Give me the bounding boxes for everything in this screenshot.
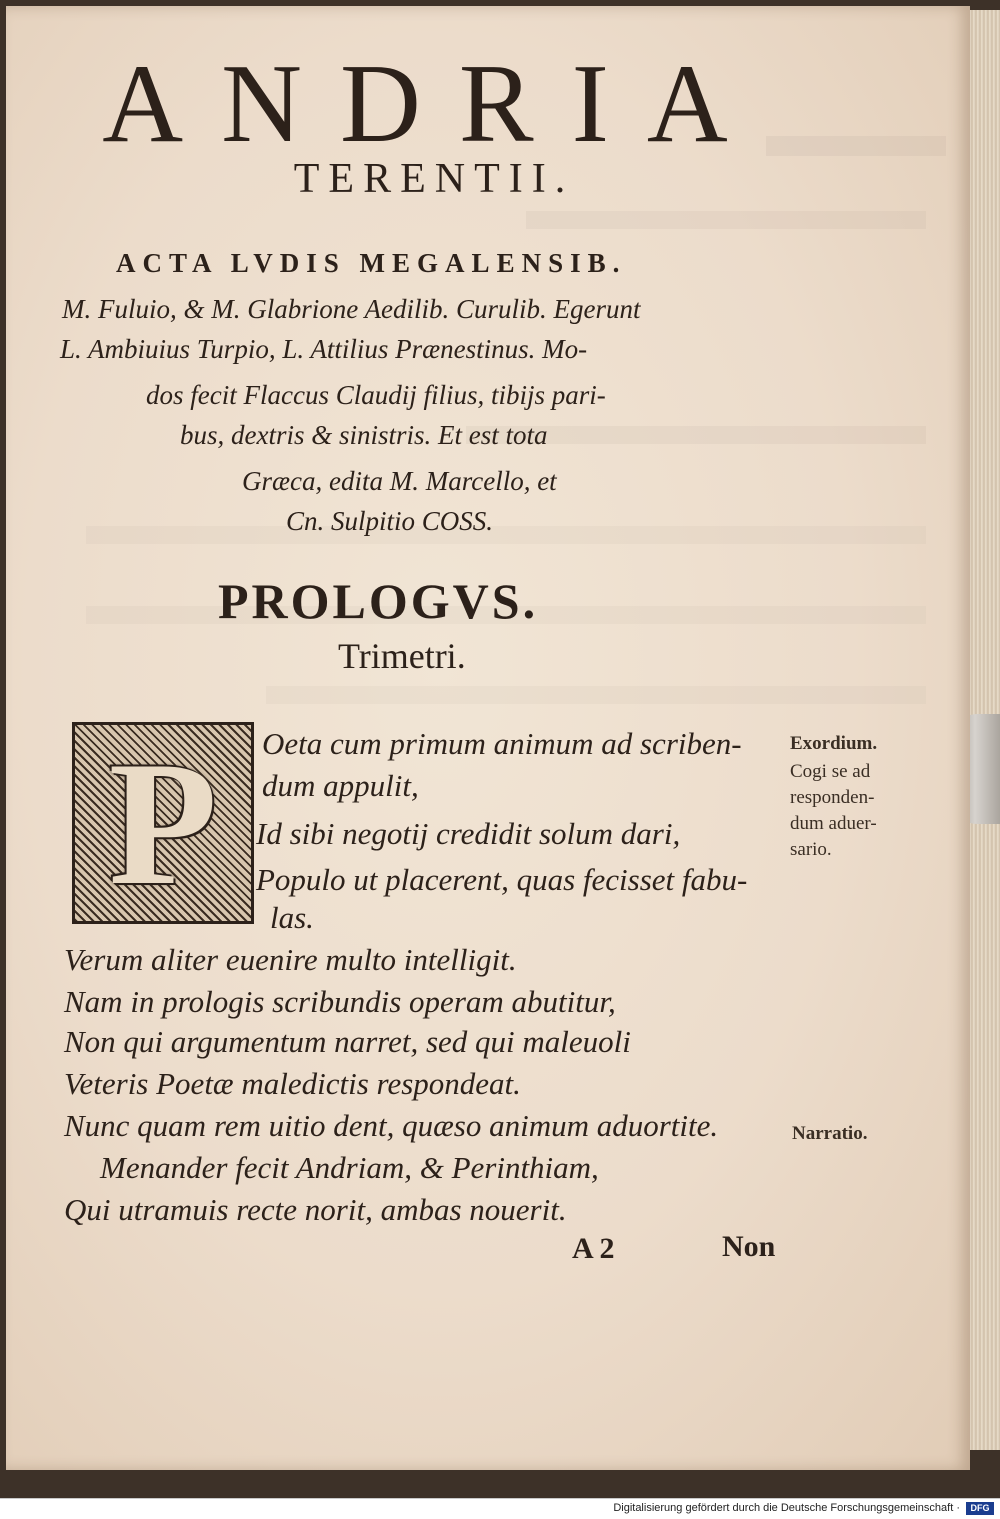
didascalia-line: bus, dextris & sinistris. Et est tota [180,420,548,450]
margin-note-line: Cogi se ad [790,761,871,782]
verse-line: Populo ut placerent, quas fecisset fabu- [256,862,748,897]
verse-line: Nunc quam rem uitio dent, quæso animum aduortite. [64,1108,719,1143]
credit-bar [0,1498,1000,1519]
verse-line: Nam in prologis scribundis operam abutitur, [64,984,616,1019]
decorated-initial [72,722,254,924]
verse-line: Qui utramuis recte norit, ambas nouerit. [64,1192,567,1227]
catchword: Non [722,1230,776,1263]
margin-note-line: dum aduer- [790,813,877,834]
verse-line: Veteris Poetæ maledictis respondeat. [64,1066,521,1101]
prologue-subheading: Trimetri. [338,636,466,676]
decorated-initial-letter: P [108,724,218,922]
verse-line: Verum aliter euenire multo intelligit. [64,942,517,977]
verse-line: Oeta cum primum animum ad scriben- [262,726,742,761]
margin-note-exordium: Exordium. [790,733,878,754]
credit-text: Digitalisierung gefördert durch die Deutsche Forschungsgemeinschaft · [613,1502,960,1514]
verse-line: Menander fecit Andriam, & Perinthiam, [100,1150,599,1185]
verse-line: Non qui argumentum narret, sed qui maleuoli [64,1024,631,1059]
main-title: ANDRIA [102,42,766,166]
didascalia-line: M. Fuluio, & M. Glabrione Aedilib. Curulib. Egerunt [62,294,641,324]
verse-line: las. [270,900,314,935]
margin-note-line: responden- [790,787,875,808]
didascalia-line: ACTA LVDIS MEGALENSIB. [116,248,627,278]
signature-mark: A 2 [572,1232,615,1265]
didascalia-line: Cn. Sulpitio COSS. [286,506,494,536]
didascalia-line: dos fecit Flaccus Claudij filius, tibijs pari- [146,380,606,410]
didascalia-line: L. Ambiuius Turpio, L. Attilius Prænestinus. Mo- [60,334,588,364]
verse-line: dum appulit, [262,768,419,803]
verse-line: Id sibi negotij credidit solum dari, [256,816,681,851]
book-page [6,6,970,1470]
margin-note-line: sario. [790,839,832,860]
prologue-heading: PROLOGVS. [218,573,539,629]
didascalia-line: Græca, edita M. Marcello, et [242,466,557,496]
dfg-logo: DFG [966,1502,994,1515]
margin-note-narratio: Narratio. [792,1123,868,1144]
author-title: TERENTII. [293,156,575,202]
